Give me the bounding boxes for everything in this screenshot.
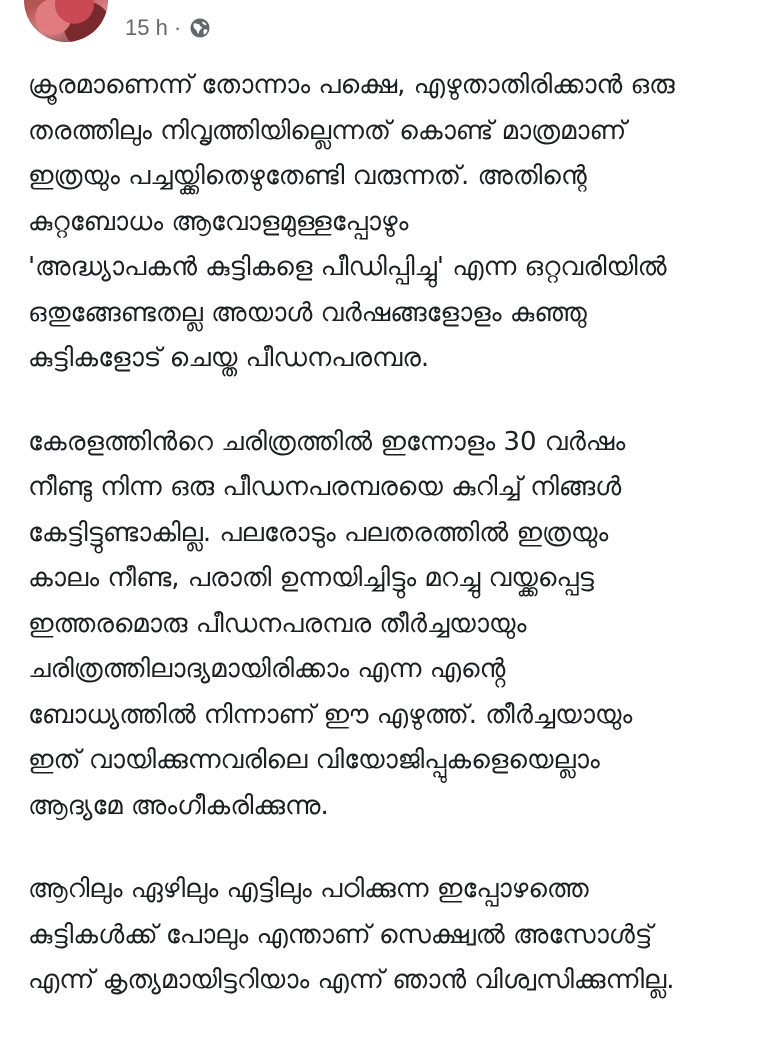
post-meta (125, 12, 211, 44)
post-text-line: കുട്ടികളോട് ചെയ്ത പീഡനപരമ്പര. (28, 343, 430, 373)
meta-separator: · (173, 15, 182, 40)
post-text-line: കേട്ടിട്ടുണ്ടാകില്ല. പലരോടും പലതരത്തിൽ ഇത്രയും (28, 517, 609, 548)
post-text-line: ചരിത്രത്തിലാദ്യമായിരിക്കാം എന്ന എൻ്റെ (28, 654, 506, 684)
post-paragraph (28, 420, 750, 830)
post-text-line: കേരളത്തിൻറെ ചരിത്രത്തിൽ ഇന്നോളം 30 വർഷം (28, 426, 626, 457)
post-text-line: ആദ്യമേ അംഗീകരിക്കുന്നു. (28, 790, 329, 821)
avatar[interactable] (24, 0, 108, 42)
post-text-line: കുറ്റബോധം ആവോളമുള്ളപ്പോഴും (28, 206, 409, 237)
post-text-line: നീണ്ടു നിന്ന ഒരു പീഡനപരമ്പരയെ കുറിച്ച് നിങ്ങൾ (28, 472, 622, 502)
post-text-line: എന്ന് കൃത്യമായിട്ടറിയാം എന്ന് ഞാൻ വിശ്വസിക്കുന്നില്ല. (28, 965, 675, 995)
post-text-line: തരത്തിലും നിവൃത്തിയില്ലെന്നത് കൊണ്ട് മാത്രമാണ് (28, 115, 627, 146)
post-header (0, 0, 758, 56)
globe-icon[interactable] (189, 17, 211, 39)
post-text-line: ആറിലും ഏഴിലും എട്ടിലും പഠിക്കുന്ന ഇപ്പോഴത്തെ (28, 874, 589, 904)
post-body (28, 63, 750, 1042)
post-text-line: ഇത്തരമൊരു പീഡനപരമ്പര തീർച്ചയായും (28, 608, 527, 639)
post-text-line: ക്രൂരമാണെന്ന് തോന്നാം പക്ഷെ, എഴുതാതിരിക്കാൻ ഒരു (28, 70, 675, 100)
post-text-line: ഇത്രയും പച്ചയ്ക്കിതെഴുതേണ്ടി വരുന്നത്. അതിന്റെ (28, 161, 587, 191)
post-paragraph (28, 867, 750, 1004)
post-paragraph (28, 63, 750, 382)
post-text-line: ഇത് വായിക്കുന്നവരിലെ വിയോജിപ്പുകളെയെല്ലാം (28, 745, 600, 775)
post-text-line: കാലം നീണ്ട, പരാതി ഉന്നയിച്ചിട്ടും മറച്ചു വയ്ക്കപ്പെട്ട (28, 563, 594, 593)
post-text-line: 'അദ്ധ്യാപകൻ കുട്ടികളെ പീഡിപ്പിച്ചു' എന്ന ഒറ്റവരിയിൽ (28, 252, 667, 282)
post-text-line: ബോധ്യത്തിൽ നിന്നാണ് ഈ എഴുത്ത്. തീർച്ചയായും (28, 699, 633, 730)
post-text-line: കുട്ടികൾക്ക് പോലും എന്താണ് സെക്ഷ്വൽ അസോൾട്ട് (28, 919, 653, 950)
post-text-line: ഒതുങ്ങേണ്ടതല്ല അയാൾ വർഷങ്ങളോളം കുഞ്ഞു (28, 297, 587, 328)
post-timestamp[interactable]: 15 h (125, 15, 168, 40)
